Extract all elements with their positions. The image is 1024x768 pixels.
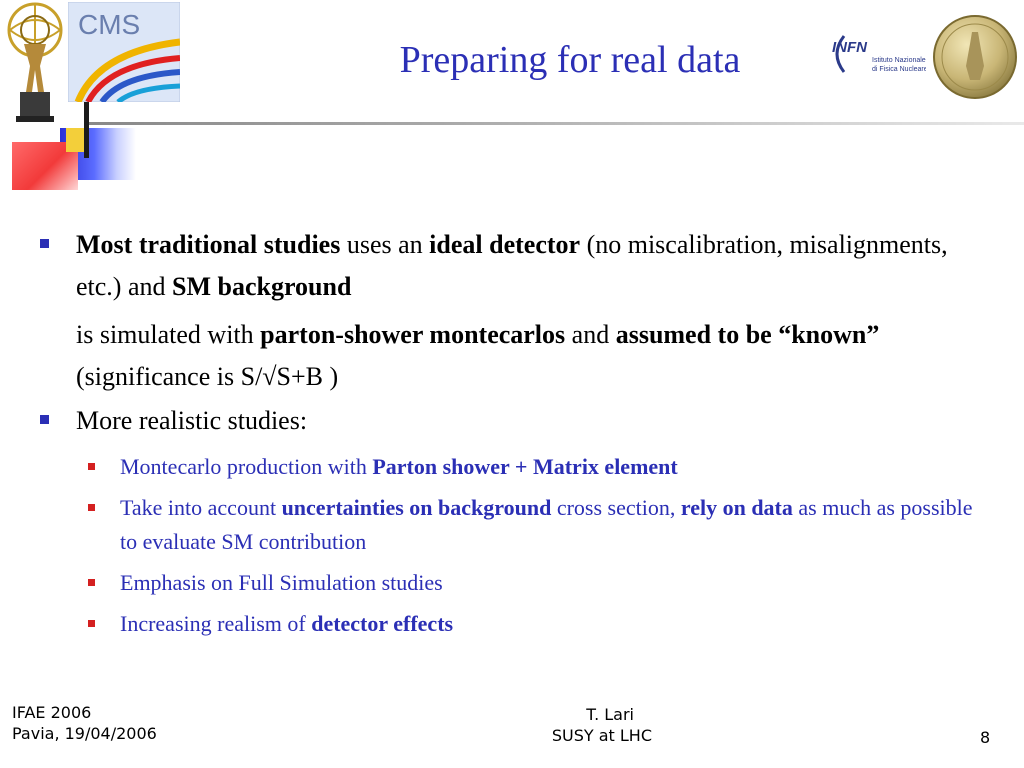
svg-text:di Fisica Nucleare: di Fisica Nucleare [872, 66, 926, 73]
bold-rely-on-data: rely on data [680, 495, 793, 520]
text-montecarlo-production: Montecarlo production with [120, 454, 373, 479]
bullet-realistic-studies [40, 400, 980, 442]
slide-body [40, 224, 980, 641]
text-significance: (significance is S/√S+B ) [76, 362, 339, 391]
text-as-much-as-possible: as much as possible to evaluate SM contribution [120, 495, 973, 554]
text-increasing-realism: Increasing realism of [120, 611, 312, 636]
decor-vertical-bar [84, 96, 89, 158]
cms-logo [68, 2, 180, 102]
footer-author-name: T. Lari [586, 705, 634, 724]
sub-bullet-montecarlo [40, 450, 980, 484]
sub-bullet-square-icon [88, 620, 95, 627]
sub-bullet-square-icon [88, 504, 95, 511]
svg-text:CMS: CMS [78, 9, 141, 40]
footer-event: IFAE 2006 [12, 703, 92, 722]
bullet-traditional-studies [40, 224, 980, 308]
text-and: and [565, 320, 616, 349]
sub-bullet-full-simulation [40, 566, 980, 600]
sub-bullet-detector-effects [40, 607, 980, 641]
bold-parton-shower: parton-shower montecarlos [260, 320, 566, 349]
svg-text:INFN: INFN [832, 39, 867, 56]
text-uses-an: uses an [340, 230, 430, 259]
footer-conference [12, 702, 157, 744]
bullet-square-icon [40, 239, 49, 248]
bullet-continuation [40, 314, 980, 398]
bold-detector-effects: detector effects [311, 611, 454, 636]
bold-most-traditional: Most traditional studies [76, 230, 341, 259]
atlas-figure-logo [2, 0, 68, 124]
bold-parton-matrix: Parton shower + Matrix element [372, 454, 678, 479]
bullet-square-icon [40, 415, 49, 424]
medal-emblem [932, 14, 1018, 100]
bold-assumed-known: assumed to be “known” [615, 320, 880, 349]
infn-logo [826, 22, 926, 86]
sub-bullet-square-icon [88, 579, 95, 586]
title-rule [84, 122, 1024, 125]
decor-yellow-block [66, 128, 86, 152]
bold-sm-background: SM background [172, 272, 352, 301]
footer-talk-title: SUSY at LHC [551, 726, 652, 745]
text-no-miscalibration: (no miscalibration, misalignments, etc.) and [76, 230, 948, 301]
bold-ideal-detector: ideal detector [429, 230, 581, 259]
text-emphasis: Emphasis on Full Simulation studies [120, 570, 443, 595]
bold-uncertainties: uncertainties on background [281, 495, 552, 520]
page-number: 8 [980, 728, 991, 747]
slide-title: Preparing for real data [399, 39, 741, 81]
footer-author [432, 704, 652, 746]
text-is-simulated: is simulated with [76, 320, 261, 349]
sub-bullet-uncertainties [40, 491, 980, 559]
text-cross-section: cross section, [551, 495, 681, 520]
sub-bullet-square-icon [88, 463, 95, 470]
svg-text:Istituto Nazionale: Istituto Nazionale [872, 57, 926, 64]
text-take-into-account: Take into account [120, 495, 282, 520]
footer-date: Pavia, 19/04/2006 [12, 724, 157, 743]
text-more-realistic: More realistic studies: [76, 406, 308, 435]
